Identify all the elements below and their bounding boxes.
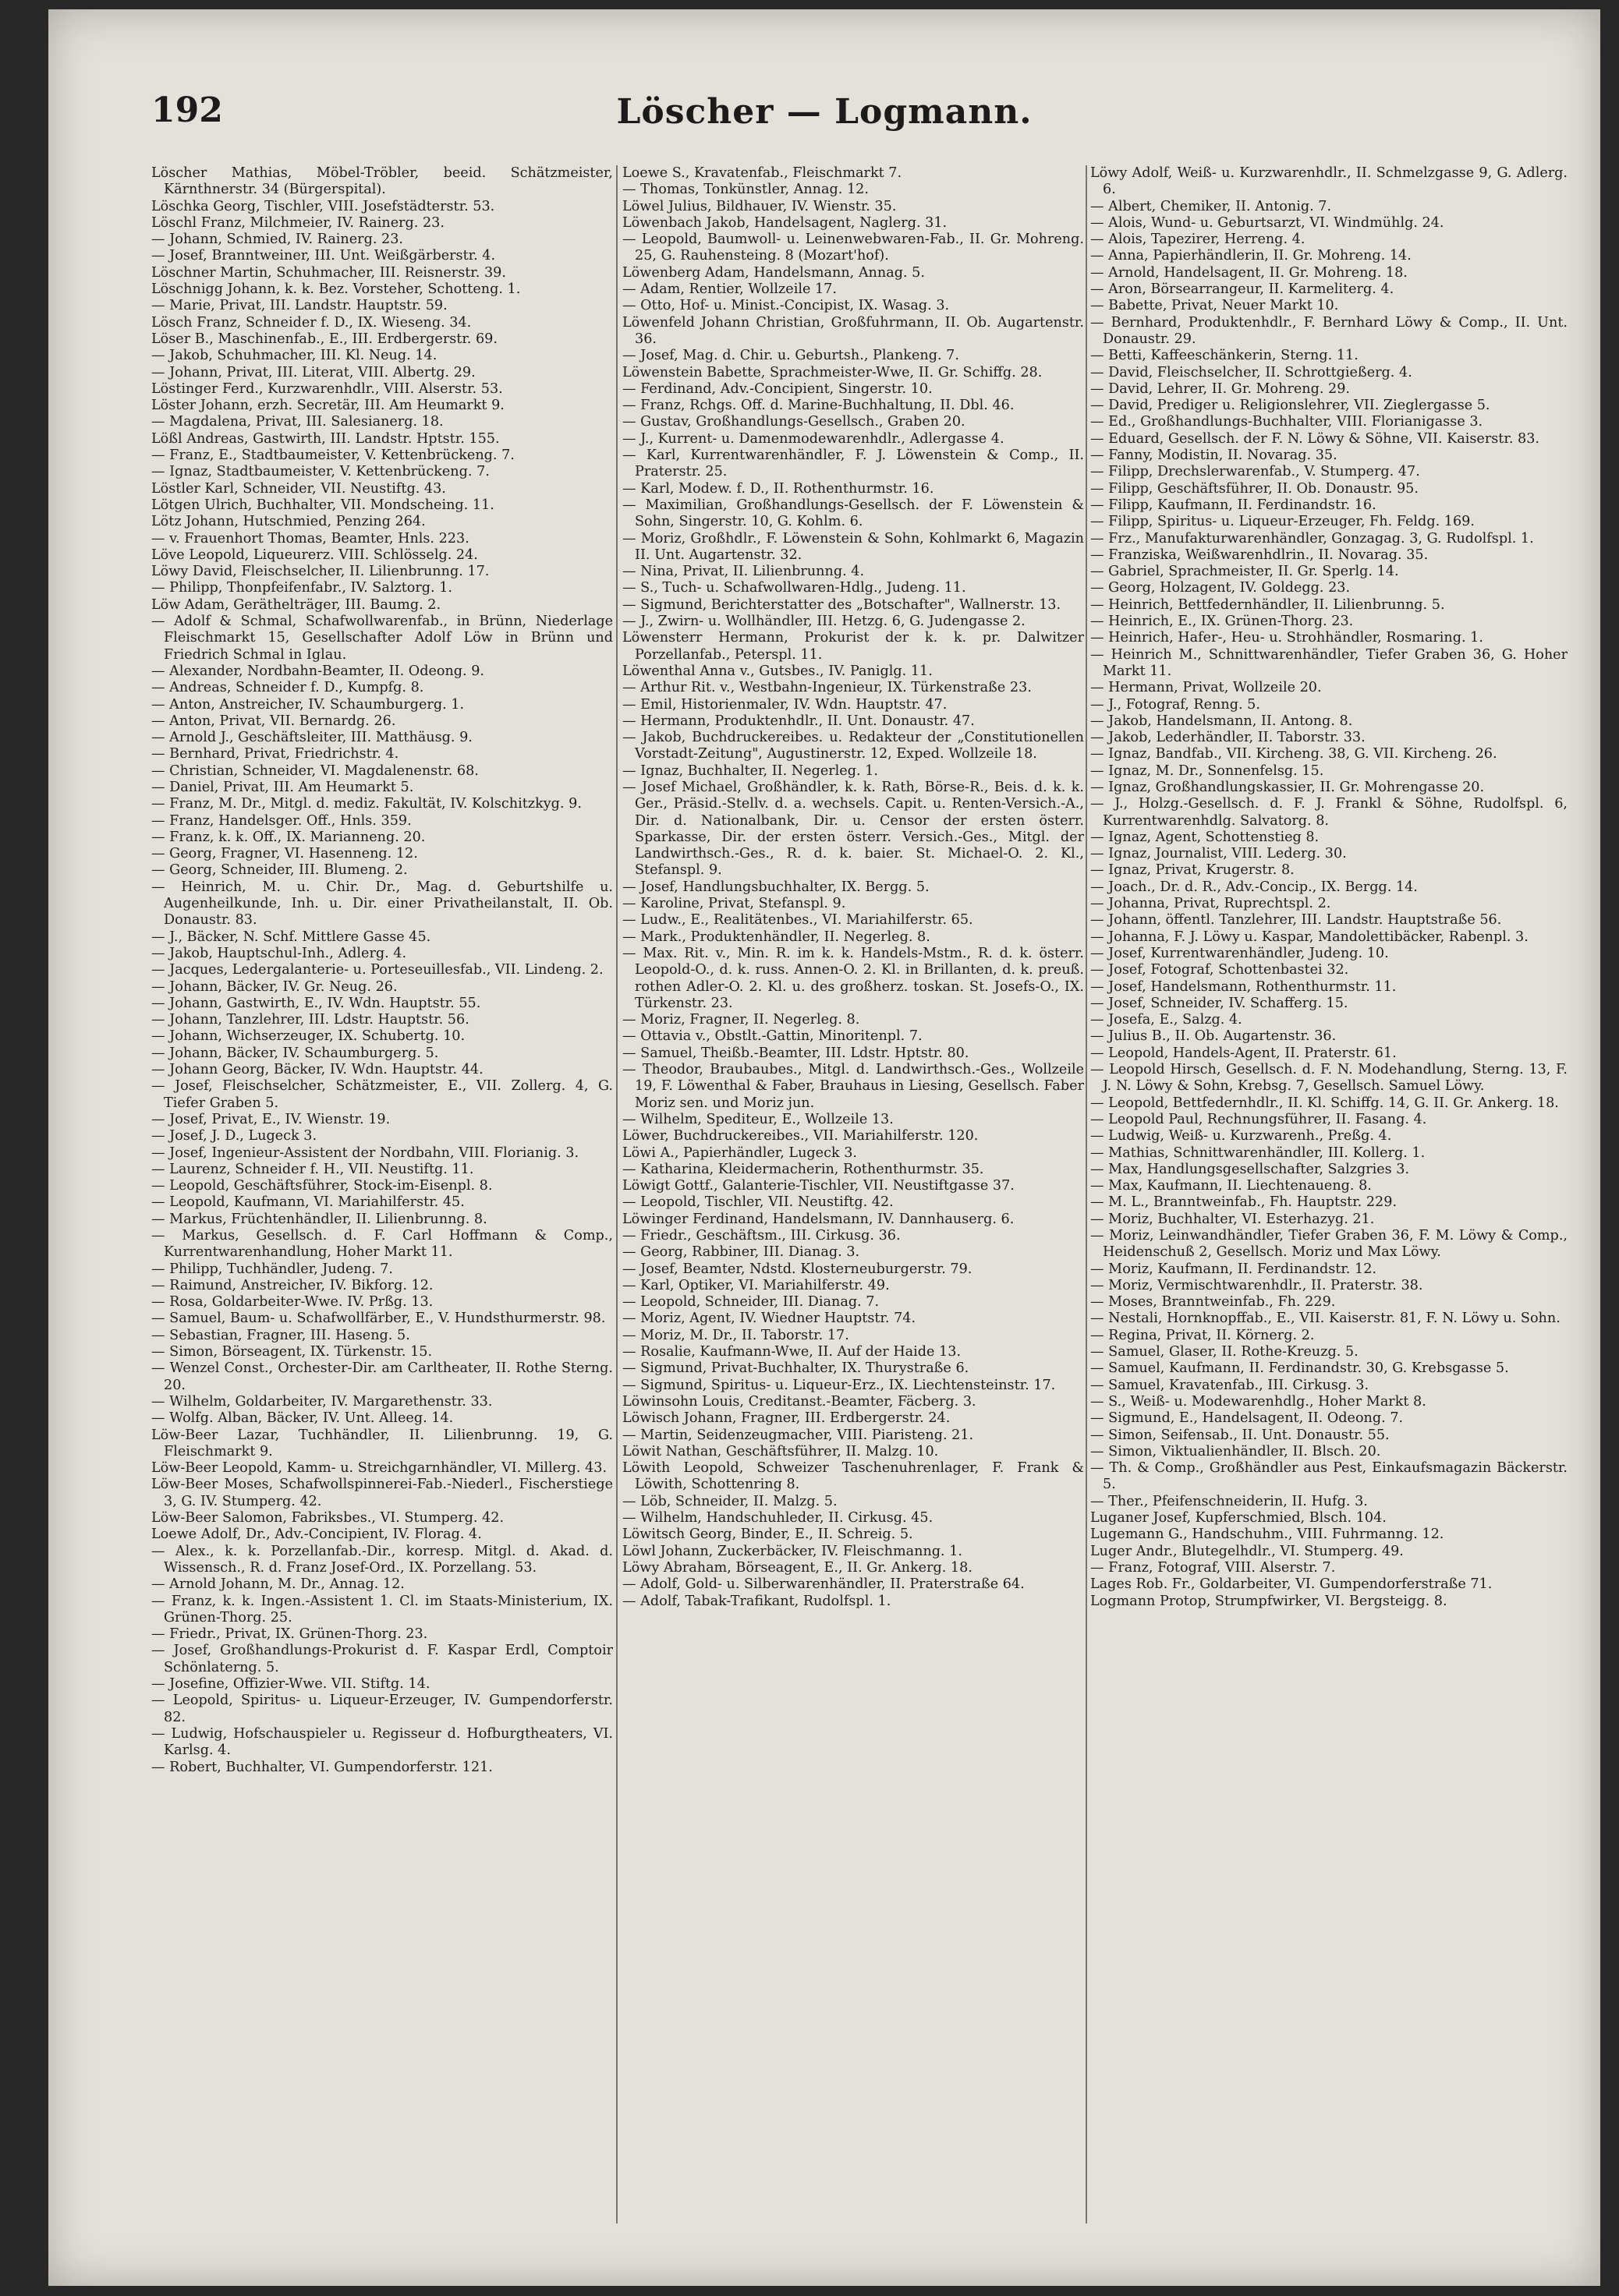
- directory-entry: — Arnold J., Geschäftsleiter, III. Matthäusg. 9.: [151, 730, 473, 746]
- directory-entry: — Otto, Hof- u. Minist.-Concipist, IX. Wasag. 3.: [622, 298, 950, 314]
- directory-entry: — Sebastian, Fragner, III. Haseng. 5.: [151, 1327, 410, 1343]
- page-number: 192: [151, 90, 223, 130]
- directory-entry: Löwenbach Jakob, Handelsagent, Naglerg. 31.: [622, 214, 948, 231]
- directory-entry: — Ludw., E., Realitätenbes., VI. Mariahilferstr. 65.: [622, 912, 973, 929]
- directory-entry: — Leopold, Schneider, III. Dianag. 7.: [622, 1294, 880, 1311]
- directory-entry: — J., Fotograf, Renng. 5.: [1090, 696, 1260, 713]
- directory-entry: Löwensterr Hermann, Prokurist der k. k. pr. Dalwitzer Porzellanfab., Peterspl. 11.: [622, 630, 1084, 663]
- directory-entry: — Adolf, Tabak-Trafikant, Rudolfspl. 1.: [622, 1593, 891, 1609]
- directory-entry: — Ed., Großhandlungs-Buchhalter, VIII. Florianigasse 3.: [1090, 414, 1483, 430]
- directory-entry: — Gustav, Großhandlungs-Gesellsch., Graben 20.: [622, 414, 965, 430]
- directory-entry: — Simon, Viktualienhändler, II. Blsch. 20.: [1090, 1443, 1381, 1459]
- directory-entry: — Georg, Fragner, VI. Hasenneng. 12.: [151, 846, 418, 862]
- directory-entry: — Moriz, Vermischtwarenhdlr., II. Praterstr. 38.: [1090, 1277, 1423, 1293]
- running-head: Löscher — Logmann.: [616, 92, 1033, 132]
- directory-entry: — Franziska, Weißwarenhdlrin., II. Novarag. 35.: [1090, 547, 1429, 563]
- page-header: [48, 90, 1600, 137]
- directory-entry: — Babette, Privat, Neuer Markt 10.: [1090, 298, 1339, 314]
- directory-entry: — Filipp, Drechslerwarenfab., V. Stumperg. 47.: [1090, 464, 1420, 480]
- directory-entry: — J., Bäcker, N. Schf. Mittlere Gasse 45.: [151, 929, 431, 945]
- directory-entry: — Ignaz, M. Dr., Sonnenfelsg. 15.: [1090, 762, 1324, 779]
- directory-entry: — Moriz, Großhdlr., F. Löwenstein & Sohn, Kohlmarkt 6, Magazin II. Unt. Augartenstr. 32.: [622, 530, 1084, 563]
- directory-entry: — Sigmund, E., Handelsagent, II. Odeong. 7.: [1090, 1410, 1404, 1427]
- directory-entry: — Raimund, Anstreicher, IV. Bikforg. 12.: [151, 1277, 434, 1293]
- directory-entry: — Sigmund, Spiritus- u. Liqueur-Erz., IX. Liechtensteinstr. 17.: [622, 1377, 1056, 1393]
- directory-entry: — Heinrich, M. u. Chir. Dr., Mag. d. Geburtshilfe u. Augenheilkunde, Inh. u. Dir. einer Privatheilanstalt, II. Ob. Donaustr. 83.: [151, 879, 613, 929]
- directory-entry: — Anton, Privat, VII. Bernardg. 26.: [151, 713, 396, 729]
- directory-entry: — Wolfg. Alban, Bäcker, IV. Unt. Alleeg. 14.: [151, 1410, 454, 1427]
- directory-entry: — Albert, Chemiker, II. Antonig. 7.: [1090, 198, 1332, 214]
- directory-entry: Löschl Franz, Milchmeier, IV. Rainerg. 23.: [151, 214, 445, 231]
- directory-entry: — Anton, Anstreicher, IV. Schaumburgerg. 1.: [151, 696, 465, 713]
- directory-entry: Löstinger Ferd., Kurzwarenhdlr., VIII. Alserstr. 53.: [151, 380, 503, 397]
- directory-entry: Löwith Leopold, Schweizer Taschenuhrenlager, F. Frank & Löwith, Schottenring 8.: [622, 1460, 1084, 1493]
- directory-entry: — David, Lehrer, II. Gr. Mohreng. 29.: [1090, 380, 1351, 397]
- directory-entry: — Johanna, F. J. Löwy u. Kaspar, Mandolettibäcker, Rabenpl. 3.: [1090, 929, 1529, 945]
- directory-entry: — Moriz, Leinwandhändler, Tiefer Graben 36, F. M. Löwy & Comp., Heidenschuß 2, Gesellsch. Moriz und Max Löwy.: [1090, 1228, 1568, 1261]
- directory-entry: — Maximilian, Großhandlungs-Gesellsch. der F. Löwenstein & Sohn, Singerstr. 10, G. Kohlm. 6.: [622, 497, 1084, 530]
- directory-entry: Löwisch Johann, Fragner, III. Erdbergerstr. 24.: [622, 1410, 951, 1427]
- directory-entry: — Bernhard, Privat, Friedrichstr. 4.: [151, 746, 399, 762]
- directory-entry: — Jacques, Ledergalanterie- u. Porteseuillesfab., VII. Lindeng. 2.: [151, 962, 604, 978]
- directory-entry: — Wilhelm, Goldarbeiter, IV. Margarethenstr. 33.: [151, 1393, 493, 1410]
- directory-entry: — Alois, Wund- u. Geburtsarzt, VI. Windmühlg. 24.: [1090, 214, 1444, 231]
- directory-entry: Löwit Nathan, Geschäftsführer, II. Malzg. 10.: [622, 1443, 939, 1459]
- directory-entry: — Max, Kaufmann, II. Liechtenaueng. 8.: [1090, 1178, 1372, 1194]
- directory-entry: — Josef, Ingenieur-Assistent der Nordbahn, VIII. Florianig. 3.: [151, 1144, 579, 1161]
- directory-entry: Löscher Mathias, Möbel-Tröbler, beeid. Schätzmeister, Kärnthnerstr. 34 (Bürgerspital).: [151, 165, 613, 198]
- directory-entry: — Georg, Holzagent, IV. Goldegg. 23.: [1090, 580, 1351, 596]
- directory-entry: — Franz, Handelsger. Off., Hnls. 359.: [151, 812, 412, 829]
- directory-entry: — Hermann, Produktenhdlr., II. Unt. Donaustr. 47.: [622, 713, 975, 729]
- directory-entry: — Georg, Schneider, III. Blumeng. 2.: [151, 862, 408, 879]
- directory-entry: — Josefine, Offizier-Wwe. VII. Stiftg. 14.: [151, 1676, 430, 1693]
- column-middle: [622, 165, 1084, 2223]
- directory-entry: — Alex., k. k. Porzellanfab.-Dir., korresp. Mitgl. d. Akad. d. Wissensch., R. d. Franz Josef-Ord., IX. Porzellang. 53.: [151, 1543, 613, 1576]
- directory-entry: — Arthur Rit. v., Westbahn-Ingenieur, IX. Türkenstraße 23.: [622, 680, 1032, 696]
- directory-entry: — Heinrich, Hafer-, Heu- u. Strohhändler, Rosmaring. 1.: [1090, 630, 1483, 646]
- directory-entry: — Löb, Schneider, II. Malzg. 5.: [622, 1493, 838, 1509]
- directory-entry: — Julius B., II. Ob. Augartenstr. 36.: [1090, 1028, 1337, 1045]
- directory-entry: — Leopold, Geschäftsführer, Stock-im-Eisenpl. 8.: [151, 1178, 493, 1194]
- directory-entry: Löwigt Gottf., Galanterie-Tischler, VII. Neustiftgasse 37.: [622, 1178, 1015, 1194]
- directory-entry: Loewe Adolf, Dr., Adv.-Concipient, IV. Florag. 4.: [151, 1527, 482, 1543]
- directory-entry: — Johann, öffentl. Tanzlehrer, III. Landstr. Hauptstraße 56.: [1090, 912, 1502, 929]
- directory-entry: — Max. Rit. v., Min. R. im k. k. Handels-Mstm., R. d. k. österr. Leopold-O., d. k. russ. Annen-O. 2. Kl. in Brillanten, d. k. preuß. rothen Adler-O. 2. Kl. u. des großherz. toskan. St. Josefs-O., IX. Türkenstr. 23.: [622, 945, 1084, 1011]
- directory-entry: — Moriz, Buchhalter, VI. Esterhazyg. 21.: [1090, 1211, 1375, 1227]
- directory-entry: Löwer, Buchdruckereibes., VII. Mariahilferstr. 120.: [622, 1128, 979, 1144]
- directory-entry: — Nestali, Hornknopffab., E., VII. Kaiserstr. 81, F. N. Löwy u. Sohn.: [1090, 1311, 1561, 1327]
- directory-entry: Lötz Johann, Hutschmied, Penzing 264.: [151, 514, 426, 530]
- directory-entry: — Emil, Historienmaler, IV. Wdn. Hauptstr. 47.: [622, 696, 948, 713]
- directory-entry: — Josef, Fleischselcher, Schätzmeister, E., VII. Zollerg. 4, G. Tiefer Graben 5.: [151, 1078, 613, 1111]
- directory-entry: — Simon, Seifensab., II. Unt. Donaustr. 55.: [1090, 1427, 1390, 1443]
- directory-entry: — Martin, Seidenzeugmacher, VIII. Piaristeng. 21.: [622, 1427, 974, 1443]
- directory-entry: Löster Johann, erzh. Secretär, III. Am Heumarkt 9.: [151, 398, 505, 414]
- directory-entry: Löwel Julius, Bildhauer, IV. Wienstr. 35.: [622, 198, 897, 214]
- directory-entry: — Gabriel, Sprachmeister, II. Gr. Sperlg. 14.: [1090, 564, 1399, 580]
- directory-entry: — Samuel, Theißb.-Beamter, III. Ldstr. Hptstr. 80.: [622, 1045, 969, 1061]
- directory-entry: Lugemann G., Handschuhm., VIII. Fuhrmanng. 12.: [1090, 1527, 1444, 1543]
- directory-entry: — Christian, Schneider, VI. Magdalenenstr. 68.: [151, 762, 479, 779]
- directory-entry: — Ottavia v., Obstlt.-Gattin, Minoritenpl. 7.: [622, 1028, 923, 1045]
- directory-entry: — Ludwig, Weiß- u. Kurzwarenh., Preßg. 4.: [1090, 1128, 1392, 1144]
- directory-entry: — Adam, Rentier, Wollzeile 17.: [622, 281, 837, 298]
- directory-entry: — Hermann, Privat, Wollzeile 20.: [1090, 680, 1322, 696]
- directory-entry: — Bernhard, Produktenhdlr., F. Bernhard Löwy & Comp., II. Unt. Donaustr. 29.: [1090, 314, 1568, 347]
- column-divider: [1086, 165, 1087, 2223]
- directory-entry: — Josefa, E., Salzg. 4.: [1090, 1012, 1242, 1028]
- directory-entry: — David, Fleischselcher, II. Schrottgießerg. 4.: [1090, 364, 1412, 380]
- directory-entry: — Filipp, Geschäftsführer, II. Ob. Donaustr. 95.: [1090, 480, 1419, 497]
- directory-entry: Löwitsch Georg, Binder, E., II. Schreig. 5.: [622, 1527, 913, 1543]
- directory-entry: — Heinrich, Bettfedernhändler, II. Lilienbrunng. 5.: [1090, 596, 1445, 613]
- directory-entry: — Josef, Handelsmann, Rothenthurmstr. 11.: [1090, 978, 1397, 995]
- directory-entry: — Josef, Privat, E., IV. Wienstr. 19.: [151, 1111, 391, 1127]
- directory-entry: — Sigmund, Privat-Buchhalter, IX. Thurystraße 6.: [622, 1360, 969, 1377]
- directory-entry: — Magdalena, Privat, III. Salesianerg. 18.: [151, 414, 444, 430]
- directory-entry: — Josef, Beamter, Ndstd. Klosterneuburgerstr. 79.: [622, 1261, 972, 1277]
- directory-entry: — Jakob, Buchdruckereibes. u. Redakteur der „Constitutionellen Vorstadt-Zeitung", Augustinerstr. 12, Exped. Wollzeile 18.: [622, 730, 1084, 762]
- directory-entry: — Markus, Früchtenhändler, II. Lilienbrunng. 8.: [151, 1211, 487, 1227]
- directory-entry: — Adolf, Gold- u. Silberwarenhändler, II. Praterstraße 64.: [622, 1576, 1025, 1593]
- directory-entry: — Max, Handlungsgesellschafter, Salzgries 3.: [1090, 1161, 1410, 1177]
- directory-entry: — J., Zwirn- u. Wollhändler, III. Hetzg. 6, G. Judengasse 2.: [622, 614, 1026, 630]
- directory-entry: — Johann, Privat, III. Literat, VIII. Albertg. 29.: [151, 364, 476, 380]
- directory-entry: — Samuel, Glaser, II. Rothe-Kreuzg. 5.: [1090, 1344, 1359, 1360]
- directory-entry: — Arnold Johann, M. Dr., Annag. 12.: [151, 1576, 405, 1593]
- directory-entry: — Eduard, Gesellsch. der F. N. Löwy & Söhne, VII. Kaiserstr. 83.: [1090, 430, 1539, 447]
- directory-entry: — Moses, Branntweinfab., Fh. 229.: [1090, 1294, 1336, 1311]
- directory-entry: — Heinrich, E., IX. Grünen-Thorg. 23.: [1090, 614, 1354, 630]
- directory-entry: — Ignaz, Agent, Schottenstieg 8.: [1090, 829, 1320, 845]
- directory-entry: — Rosa, Goldarbeiter-Wwe. IV. Prßg. 13.: [151, 1294, 434, 1311]
- directory-entry: — Nina, Privat, II. Lilienbrunng. 4.: [622, 564, 865, 580]
- directory-entry: — Leopold, Tischler, VII. Neustiftg. 42.: [622, 1194, 894, 1211]
- directory-entry: — Ignaz, Stadtbaumeister, V. Kettenbrückeng. 7.: [151, 464, 490, 480]
- directory-entry: — Joach., Dr. d. R., Adv.-Concip., IX. Bergg. 14.: [1090, 879, 1418, 895]
- directory-entry: Luganer Josef, Kupferschmied, Blsch. 104.: [1090, 1510, 1387, 1527]
- directory-entry: — Moriz, Fragner, II. Negerleg. 8.: [622, 1012, 860, 1028]
- directory-entry: — M. L., Branntweinfab., Fh. Hauptstr. 229.: [1090, 1194, 1398, 1211]
- directory-entry: — Ferdinand, Adv.-Concipient, Singerstr. 10.: [622, 380, 933, 397]
- directory-entry: — Franz, E., Stadtbaumeister, V. Kettenbrückeng. 7.: [151, 448, 515, 464]
- directory-entry: — Ignaz, Großhandlungskassier, II. Gr. Mohrengasse 20.: [1090, 779, 1485, 795]
- directory-entry: — Moriz, Agent, IV. Wiedner Hauptstr. 74.: [622, 1311, 916, 1327]
- directory-entry: — Heinrich M., Schnittwarenhändler, Tiefer Graben 36, G. Hoher Markt 11.: [1090, 646, 1568, 679]
- directory-entry: — Mathias, Schnittwarenhändler, III. Kollerg. 1.: [1090, 1144, 1426, 1161]
- directory-entry: — Ignaz, Journalist, VIII. Lederg. 30.: [1090, 846, 1347, 862]
- directory-entry: — Johann, Schmied, IV. Rainerg. 23.: [151, 232, 404, 248]
- directory-entry: — Adolf & Schmal, Schafwollwarenfab., in Brünn, Niederlage Fleischmarkt 15, Gesellschafter Adolf Löw in Brünn und Friedrich Schmal in Iglau.: [151, 614, 613, 663]
- directory-entry: — Josef, Schneider, IV. Schafferg. 15.: [1090, 995, 1348, 1011]
- directory-entry: — v. Frauenhort Thomas, Beamter, Hnls. 223.: [151, 530, 469, 547]
- directory-entry: Löwinsohn Louis, Creditanst.-Beamter, Fäcberg. 3.: [622, 1393, 976, 1410]
- directory-entry: — Josef, Branntweiner, III. Unt. Weißgärberstr. 4.: [151, 248, 496, 264]
- directory-entry: — Mark., Produktenhändler, II. Negerleg. 8.: [622, 929, 930, 945]
- directory-entry: — Anna, Papierhändlerin, II. Gr. Mohreng. 14.: [1090, 248, 1412, 264]
- directory-entry: Löwy David, Fleischselcher, II. Lilienbrunng. 17.: [151, 564, 490, 580]
- directory-entry: — Samuel, Kravatenfab., III. Cirkusg. 3.: [1090, 1377, 1369, 1393]
- directory-entry: — Leopold, Spiritus- u. Liqueur-Erzeuger, IV. Gumpendorferstr. 82.: [151, 1693, 613, 1725]
- directory-entry: — Regina, Privat, II. Körnerg. 2.: [1090, 1327, 1315, 1343]
- directory-entry: — Johann, Bäcker, IV. Gr. Neug. 26.: [151, 978, 398, 995]
- directory-entry: — Johann, Wichserzeuger, IX. Schubertg. 10.: [151, 1028, 466, 1045]
- directory-entry: — Karl, Kurrentwarenhändler, F. J. Löwenstein & Comp., II. Praterstr. 25.: [622, 448, 1084, 480]
- directory-entry: — Wilhelm, Spediteur, E., Wollzeile 13.: [622, 1111, 894, 1127]
- directory-entry: Löw-Beer Lazar, Tuchhändler, II. Lilienbrunng. 19, G. Fleischmarkt 9.: [151, 1427, 613, 1459]
- directory-entry: — Franz, k. k. Ingen.-Assistent 1. Cl. im Staats-Ministerium, IX. Grünen-Thorg. 25.: [151, 1593, 613, 1626]
- directory-entry: — Thomas, Tonkünstler, Annag. 12.: [622, 182, 869, 198]
- directory-entry: Löwenstein Babette, Sprachmeister-Wwe, II. Gr. Schiffg. 28.: [622, 364, 1043, 380]
- directory-entry: Löwenfeld Johann Christian, Großfuhrmann, II. Ob. Augartenstr. 36.: [622, 314, 1084, 347]
- directory-entry: — S., Tuch- u. Schafwollwaren-Hdlg., Judeng. 11.: [622, 580, 966, 596]
- directory-entry: Löschnigg Johann, k. k. Bez. Vorsteher, Schotteng. 1.: [151, 281, 521, 298]
- directory-entry: Löwenberg Adam, Handelsmann, Annag. 5.: [622, 264, 925, 281]
- directory-entry: — Filipp, Kaufmann, II. Ferdinandstr. 16.: [1090, 497, 1376, 513]
- directory-entry: — Sigmund, Berichterstatter des „Botschafter", Wallnerstr. 13.: [622, 596, 1061, 613]
- directory-entry: — Ludwig, Hofschauspieler u. Regisseur d. Hofburgtheaters, VI. Karlsg. 4.: [151, 1725, 613, 1759]
- directory-entry: — Leopold Hirsch, Gesellsch. d. F. N. Modehandlung, Sterng. 13, F. J. N. Löwy & Sohn, Krebsg. 7, Gesellsch. Samuel Löwy.: [1090, 1062, 1568, 1095]
- directory-entry: — Leopold Paul, Rechnungsführer, II. Fasang. 4.: [1090, 1111, 1427, 1127]
- directory-entry: — Karl, Optiker, VI. Mariahilferstr. 49.: [622, 1277, 890, 1293]
- directory-entry: — Josef, Kurrentwarenhändler, Judeng. 10.: [1090, 945, 1389, 961]
- directory-entry: — Philipp, Thonpfeifenfabr., IV. Salztorg. 1.: [151, 580, 453, 596]
- directory-entry: Löwi A., Papierhändler, Lugeck 3.: [622, 1144, 857, 1161]
- directory-entry: Löw Adam, Geräthelträger, III. Baumg. 2.: [151, 596, 441, 613]
- directory-entry: — Ignaz, Bandfab., VII. Kircheng. 38, G. VII. Kircheng. 26.: [1090, 746, 1497, 762]
- directory-entry: — Markus, Gesellsch. d. F. Carl Hoffmann & Comp., Kurrentwarenhandlung, Hoher Markt 11.: [151, 1228, 613, 1261]
- directory-entry: — J., Holzg.-Gesellsch. d. F. J. Frankl & Söhne, Rudolfspl. 6, Kurrentwarenhdlg. Salvatorg. 8.: [1090, 796, 1568, 829]
- directory-entry: — Friedr., Privat, IX. Grünen-Thorg. 23.: [151, 1626, 428, 1643]
- directory-entry: — Karl, Modew. f. D., II. Rothenthurmstr. 16.: [622, 480, 934, 497]
- directory-entry: — Rosalie, Kaufmann-Wwe, II. Auf der Haide 13.: [622, 1344, 962, 1360]
- directory-entry: — Aron, Börsearrangeur, II. Karmeliterg. 4.: [1090, 281, 1394, 298]
- directory-entry: Löstler Karl, Schneider, VII. Neustiftg. 43.: [151, 480, 446, 497]
- directory-entry: — Johann, Bäcker, IV. Schaumburgerg. 5.: [151, 1045, 439, 1061]
- directory-entry: — Wilhelm, Handschuhleder, II. Cirkusg. 45.: [622, 1510, 933, 1527]
- directory-entry: Löwenthal Anna v., Gutsbes., IV. Paniglg. 11.: [622, 663, 933, 679]
- directory-entry: Lages Rob. Fr., Goldarbeiter, VI. Gumpendorferstraße 71.: [1090, 1576, 1493, 1593]
- directory-entry: Luger Andr., Blutegelhdlr., VI. Stumperg. 49.: [1090, 1543, 1404, 1559]
- directory-entry: — Josef, Großhandlungs-Prokurist d. F. Kaspar Erdl, Comptoir Schönlaterng. 5.: [151, 1643, 613, 1675]
- directory-entry: — Leopold, Baumwoll- u. Leinenwebwaren-Fab., II. Gr. Mohreng. 25, G. Rauhensteing. 8 (Mozart'hof).: [622, 232, 1084, 264]
- directory-entry: — Andreas, Schneider f. D., Kumpfg. 8.: [151, 680, 424, 696]
- directory-entry: — Th. & Comp., Großhändler aus Pest, Einkaufsmagazin Bäckerstr. 5.: [1090, 1460, 1568, 1493]
- directory-entry: — Samuel, Baum- u. Schafwollfärber, E., V. Hundsthurmerstr. 98.: [151, 1311, 606, 1327]
- directory-entry: Logmann Protop, Strumpfwirker, VI. Bergsteigg. 8.: [1090, 1593, 1447, 1609]
- directory-entry: Lößl Andreas, Gastwirth, III. Landstr. Hptstr. 155.: [151, 430, 500, 447]
- directory-entry: — Ignaz, Privat, Krugerstr. 8.: [1090, 862, 1295, 879]
- directory-entry: — Daniel, Privat, III. Am Heumarkt 5.: [151, 779, 414, 795]
- directory-entry: — Betti, Kaffeeschänkerin, Sterng. 11.: [1090, 348, 1359, 364]
- directory-entry: — Jakob, Hauptschul-Inh., Adlerg. 4.: [151, 945, 407, 961]
- directory-entry: — Leopold, Kaufmann, VI. Mariahilferstr. 45.: [151, 1194, 465, 1211]
- directory-entry: — Karoline, Privat, Stefanspl. 9.: [622, 896, 846, 912]
- column-divider: [616, 165, 618, 2223]
- directory-entry: Lötgen Ulrich, Buchhalter, VII. Mondscheing. 11.: [151, 497, 494, 513]
- directory-entry: — Josef Michael, Großhändler, k. k. Rath, Börse-R., Beis. d. k. k. Ger., Präsid.-Stellv. d. a. wechsels. Capit. u. Renten-Versich.-A., Dir. d. Nationalbank, Dir. u. Censor der ersten österr. Sparkasse, Dir. der ersten österr. Versich.-Ges., Mitgl. der Landwirthsch.-Ges., R. d. k. baier. St. Michael-O. 2. Kl., Stefanspl. 9.: [622, 779, 1084, 879]
- directory-entry: — Wenzel Const., Orchester-Dir. am Carltheater, II. Rothe Sterng. 20.: [151, 1360, 613, 1393]
- directory-entry: — Philipp, Tuchhändler, Judeng. 7.: [151, 1261, 393, 1277]
- directory-entry: — Fanny, Modistin, II. Novarag. 35.: [1090, 448, 1337, 464]
- directory-entry: — Laurenz, Schneider f. H., VII. Neustiftg. 11.: [151, 1161, 474, 1177]
- directory-entry: Löser B., Maschinenfab., E., III. Erdbergerstr. 69.: [151, 331, 498, 347]
- directory-entry: — Filipp, Spiritus- u. Liqueur-Erzeuger, Fh. Feldg. 169.: [1090, 514, 1475, 530]
- directory-entry: Löwl Johann, Zuckerbäcker, IV. Fleischmanng. 1.: [622, 1543, 963, 1559]
- directory-entry: — Johann, Tanzlehrer, III. Ldstr. Hauptstr. 56.: [151, 1012, 469, 1028]
- directory-entry: Löschka Georg, Tischler, VIII. Josefstädterstr. 53.: [151, 198, 495, 214]
- directory-entry: — Friedr., Geschäftsm., III. Cirkusg. 36.: [622, 1228, 901, 1244]
- directory-entry: Löw-Beer Salomon, Fabriksbes., VI. Stumperg. 42.: [151, 1510, 505, 1527]
- directory-entry: Löwy Adolf, Weiß- u. Kurzwarenhdlr., II. Schmelzgasse 9, G. Adlerg. 6.: [1090, 165, 1568, 198]
- directory-entry: — Leopold, Bettfedernhdlr., II. Kl. Schiffg. 14, G. II. Gr. Ankerg. 18.: [1090, 1095, 1559, 1111]
- directory-entry: — Katharina, Kleidermacherin, Rothenthurmstr. 35.: [622, 1161, 984, 1177]
- directory-entry: — Leopold, Handels-Agent, II. Praterstr. 61.: [1090, 1045, 1397, 1061]
- directory-entry: — Moriz, M. Dr., II. Taborstr. 17.: [622, 1327, 849, 1343]
- directory-entry: Lösch Franz, Schneider f. D., IX. Wieseng. 34.: [151, 314, 472, 331]
- directory-entry: — Josef, Fotograf, Schottenbastei 32.: [1090, 962, 1349, 978]
- directory-entry: — Johann, Gastwirth, E., IV. Wdn. Hauptstr. 55.: [151, 995, 481, 1011]
- directory-entry: Löwy Abraham, Börseagent, E., II. Gr. Ankerg. 18.: [622, 1559, 972, 1576]
- directory-entry: Löwinger Ferdinand, Handelsmann, IV. Dannhauserg. 6.: [622, 1211, 1015, 1227]
- directory-entry: — Josef, Mag. d. Chir. u. Geburtsh., Plankeng. 7.: [622, 348, 959, 364]
- directory-entry: — Arnold, Handelsagent, II. Gr. Mohreng. 18.: [1090, 264, 1408, 281]
- directory-entry: — Simon, Börseagent, IX. Türkenstr. 15.: [151, 1344, 433, 1360]
- directory-entry: — Franz, M. Dr., Mitgl. d. mediz. Fakultät, IV. Kolschitzkyg. 9.: [151, 796, 582, 812]
- directory-entry: — S., Weiß- u. Modewarenhdlg., Hoher Markt 8.: [1090, 1393, 1426, 1410]
- directory-entry: — Jakob, Lederhändler, II. Taborstr. 33.: [1090, 730, 1366, 746]
- directory-entry: Löve Leopold, Liqueurerz. VIII. Schlösselg. 24.: [151, 547, 478, 563]
- directory-entry: — Franz, Fotograf, VIII. Alserstr. 7.: [1090, 1559, 1336, 1576]
- directory-page: [48, 9, 1600, 2286]
- directory-entry: Löschner Martin, Schuhmacher, III. Reisnerstr. 39.: [151, 264, 506, 281]
- directory-entry: — Franz, Rchgs. Off. d. Marine-Buchhaltung, II. Dbl. 46.: [622, 398, 1015, 414]
- directory-entry: — Johanna, Privat, Ruprechtspl. 2.: [1090, 896, 1331, 912]
- directory-entry: Löw-Beer Moses, Schafwollspinnerei-Fab.-Niederl., Fischerstiege 3, G. IV. Stumperg. 42.: [151, 1477, 613, 1509]
- directory-entry: — Georg, Rabbiner, III. Dianag. 3.: [622, 1244, 860, 1261]
- directory-entry: — Marie, Privat, III. Landstr. Hauptstr. 59.: [151, 298, 448, 314]
- directory-entry: — Jakob, Handelsmann, II. Antong. 8.: [1090, 713, 1353, 729]
- directory-entry: — Johann Georg, Bäcker, IV. Wdn. Hauptstr. 44.: [151, 1062, 484, 1078]
- directory-entry: Löw-Beer Leopold, Kamm- u. Streichgarnhändler, VI. Millerg. 43.: [151, 1460, 608, 1477]
- directory-entry: — Alois, Tapezirer, Herreng. 4.: [1090, 232, 1305, 248]
- directory-entry: — David, Prediger u. Religionslehrer, VII. Zieglergasse 5.: [1090, 398, 1490, 414]
- directory-entry: — Josef, Handlungsbuchhalter, IX. Bergg. 5.: [622, 879, 930, 895]
- directory-entry: — Josef, J. D., Lugeck 3.: [151, 1128, 317, 1144]
- directory-entry: — Jakob, Schuhmacher, III. Kl. Neug. 14.: [151, 348, 438, 364]
- column-left: [151, 165, 613, 2223]
- directory-entry: — Samuel, Kaufmann, II. Ferdinandstr. 30, G. Krebsgasse 5.: [1090, 1360, 1509, 1377]
- directory-entry: — Ther., Pfeifenschneiderin, II. Hufg. 3.: [1090, 1493, 1368, 1509]
- directory-entry: — Moriz, Kaufmann, II. Ferdinandstr. 12.: [1090, 1261, 1376, 1277]
- column-right: [1090, 165, 1568, 2223]
- directory-entry: Loewe S., Kravatenfab., Fleischmarkt 7.: [622, 165, 902, 181]
- directory-entry: — J., Kurrent- u. Damenmodewarenhdlr., Adlergasse 4.: [622, 430, 1004, 447]
- directory-entry: — Ignaz, Buchhalter, II. Negerleg. 1.: [622, 762, 878, 779]
- directory-entry: — Robert, Buchhalter, VI. Gumpendorferstr. 121.: [151, 1759, 493, 1775]
- directory-entry: — Frz., Manufakturwarenhändler, Gonzagag. 3, G. Rudolfspl. 1.: [1090, 530, 1534, 547]
- directory-entry: — Franz, k. k. Off., IX. Marianneng. 20.: [151, 829, 426, 845]
- directory-entry: — Theodor, Braubaubes., Mitgl. d. Landwirthsch.-Ges., Wollzeile 19, F. Löwenthal & Faber, Brauhaus in Liesing, Gesellsch. Faber Moriz sen. und Moriz jun.: [622, 1062, 1084, 1111]
- directory-entry: — Alexander, Nordbahn-Beamter, II. Odeong. 9.: [151, 663, 485, 679]
